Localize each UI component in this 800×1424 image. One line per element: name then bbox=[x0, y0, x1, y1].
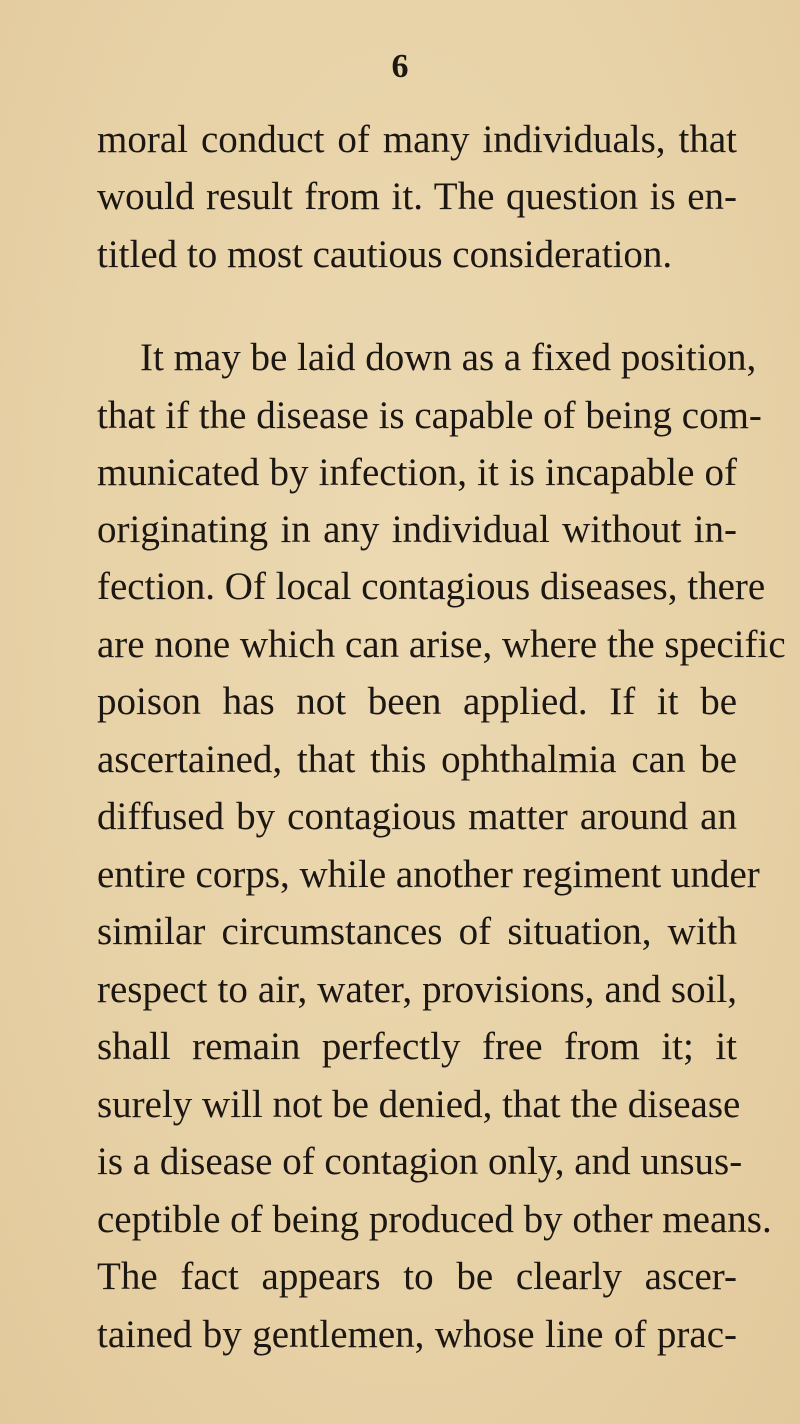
text-line: municated by infection, it is incapable of bbox=[97, 451, 737, 494]
text-line: It may be laid down as a fixed position, bbox=[140, 336, 757, 379]
text-line: moral conduct of many individuals, that bbox=[97, 118, 737, 161]
page-number: 6 bbox=[391, 48, 409, 85]
text-line: fection. Of local contagious diseases, there bbox=[97, 565, 766, 608]
text-line: surely will not be denied, that the disease bbox=[97, 1083, 741, 1126]
text-line: similar circumstances of situation, with bbox=[97, 910, 737, 953]
text-line: would result from it. The question is en- bbox=[97, 175, 737, 218]
text-line: tained by gentlemen, whose line of prac- bbox=[97, 1313, 737, 1356]
text-line: shall remain perfectly free from it; it bbox=[97, 1025, 737, 1068]
text-line: ascertained, that this ophthalmia can be bbox=[97, 738, 737, 781]
text-line: originating in any individual without in- bbox=[97, 508, 737, 551]
text-line: are none which can arise, where the specific bbox=[97, 623, 786, 666]
text-line: respect to air, water, provisions, and soil, bbox=[97, 968, 737, 1011]
text-line: that if the disease is capable of being com- bbox=[97, 394, 762, 437]
text-line: ceptible of being produced by other means. bbox=[97, 1198, 772, 1241]
text-line: is a disease of contagion only, and unsus- bbox=[97, 1140, 743, 1183]
text-line: entire corps, while another regiment under bbox=[97, 853, 760, 896]
text-line: The fact appears to be clearly ascer- bbox=[97, 1255, 737, 1298]
text-line: titled to most cautious consideration. bbox=[97, 233, 673, 276]
text-line: diffused by contagious matter around an bbox=[97, 795, 737, 838]
text-line: poison has not been applied. If it be bbox=[97, 680, 737, 723]
